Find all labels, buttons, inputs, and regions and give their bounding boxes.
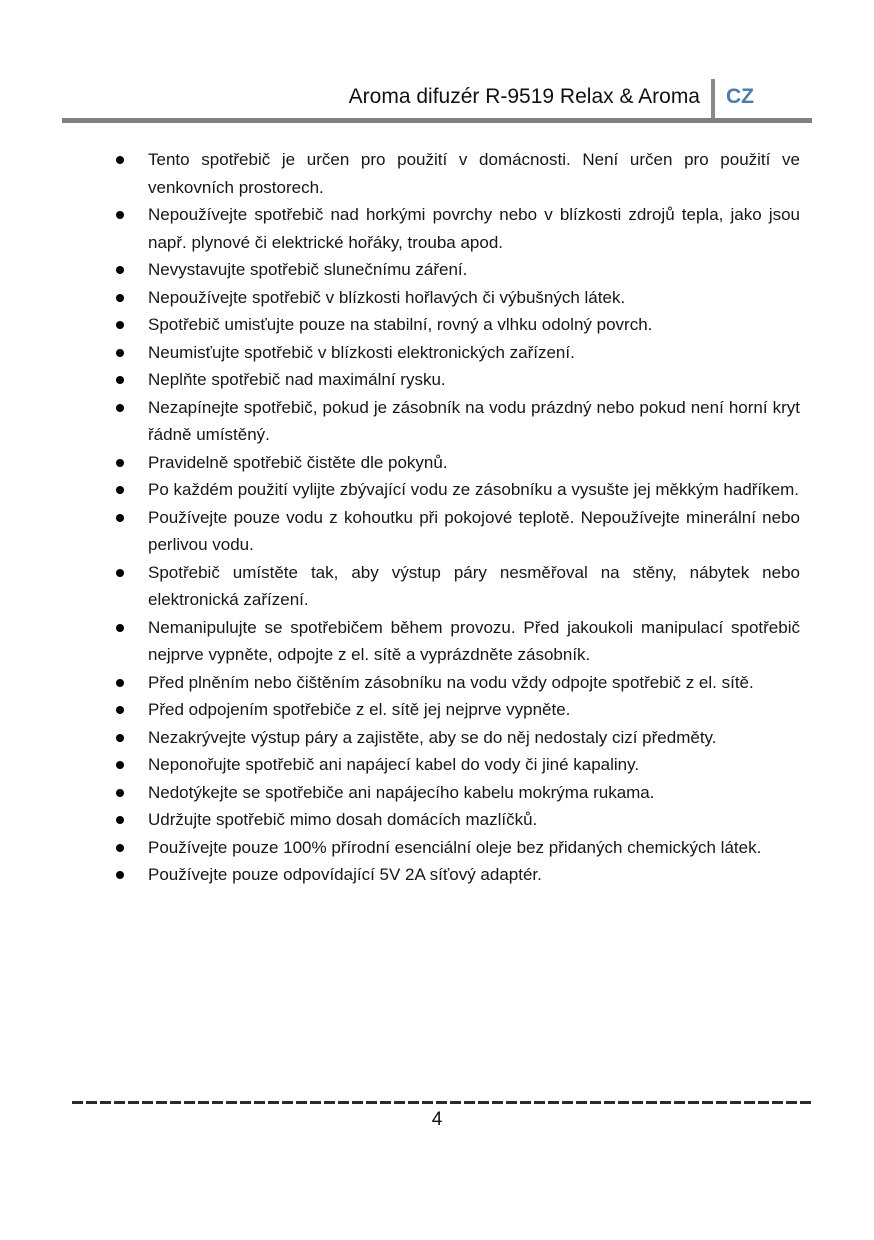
list-item <box>115 311 800 339</box>
bullet-icon <box>116 211 124 219</box>
bullet-icon <box>116 706 124 714</box>
bullet-text: Neponořujte spotřebič ani napájecí kabel do vody či jiné kapaliny. <box>148 755 640 774</box>
page-number: 4 <box>431 1109 443 1130</box>
bullet-icon <box>116 459 124 467</box>
bullet-icon <box>116 514 124 522</box>
language-badge: CZ <box>726 85 754 108</box>
list-item <box>115 614 800 669</box>
bullet-text: Nezapínejte spotřebič, pokud je zásobník na vodu prázdný nebo pokud není horní kryt řádně umístěný. <box>148 397 800 444</box>
list-item <box>115 366 800 394</box>
bullet-text: Pravidelně spotřebič čistěte dle pokynů. <box>148 452 448 472</box>
bullet-icon <box>116 569 124 577</box>
bullet-icon <box>116 871 124 879</box>
bullet-text: Nepoužívejte spotřebič v blízkosti hořlavých či výbušných látek. <box>148 287 626 307</box>
list-item <box>115 394 800 449</box>
bullet-text: Udržujte spotřebič mimo dosah domácích mazlíčků. <box>148 810 538 829</box>
page-content <box>0 146 874 889</box>
list-item <box>115 834 800 862</box>
list-item <box>115 146 800 201</box>
list-item <box>115 806 800 834</box>
bullet-text: Nemanipulujte se spotřebičem během provozu. Před jakoukoli manipulací spotřebič nejprve vypněte, odpojte z el. sítě a vyprázdněte zásobník. <box>148 617 800 664</box>
bullet-text: Před odpojením spotřebiče z el. sítě jej nejprve vypněte. <box>148 700 571 719</box>
page-footer <box>0 1101 874 1131</box>
bullet-text: Spotřebič umístěte tak, aby výstup páry nesměřoval na stěny, nábytek nebo elektronická zařízení. <box>148 562 800 609</box>
bullet-text: Nedotýkejte se spotřebiče ani napájecího kabelu mokrýma rukama. <box>148 782 655 802</box>
bullet-icon <box>116 734 124 742</box>
bullet-text: Spotřebič umisťujte pouze na stabilní, rovný a vlhku odolný povrch. <box>148 315 653 334</box>
list-item <box>115 504 800 559</box>
list-item <box>115 861 800 889</box>
bullet-icon <box>116 321 124 329</box>
list-item <box>115 559 800 614</box>
header-rule <box>62 118 812 123</box>
bullet-text: Používejte pouze vodu z kohoutku při pokojové teplotě. Nepoužívejte minerální nebo perlivou vodu. <box>148 507 800 554</box>
bullet-icon <box>116 679 124 687</box>
list-item <box>115 284 800 312</box>
header-divider <box>711 79 715 121</box>
bullet-text: Po každém použití vylijte zbývající vodu ze zásobníku a vysušte jej měkkým hadříkem. <box>148 480 799 499</box>
bullet-icon <box>116 266 124 274</box>
list-item <box>115 696 800 724</box>
bullet-text: Tento spotřebič je určen pro použití v domácnosti. Není určen pro použití ve venkovních prostorech. <box>148 150 800 197</box>
list-item <box>115 449 800 477</box>
bullet-text: Nepoužívejte spotřebič nad horkými povrchy nebo v blízkosti zdrojů tepla, jako jsou např. plynové či elektrické hořáky, trouba apod. <box>148 205 800 252</box>
bullet-text: Nezakrývejte výstup páry a zajistěte, aby se do něj nedostaly cizí předměty. <box>148 727 717 747</box>
bullet-icon <box>116 156 124 164</box>
list-item <box>115 476 800 504</box>
bullet-icon <box>116 761 124 769</box>
bullet-icon <box>116 376 124 384</box>
page-header <box>62 76 812 118</box>
list-item <box>115 339 800 367</box>
page-title: Aroma difuzér R-9519 Relax & Aroma <box>348 85 700 108</box>
list-item <box>115 256 800 284</box>
bullet-icon <box>116 404 124 412</box>
bullet-text: Neumisťujte spotřebič v blízkosti elektronických zařízení. <box>148 342 575 362</box>
bullet-icon <box>116 816 124 824</box>
bullet-icon <box>116 294 124 302</box>
list-item <box>115 201 800 256</box>
list-item <box>115 724 800 752</box>
bullet-icon <box>116 486 124 494</box>
bullet-icon <box>116 844 124 852</box>
bullet-text: Před plněním nebo čištěním zásobníku na vodu vždy odpojte spotřebič z el. sítě. <box>148 672 754 692</box>
bullet-text: Používejte pouze odpovídající 5V 2A síťový adaptér. <box>148 865 542 884</box>
bullet-text: Nevystavujte spotřebič slunečnímu záření. <box>148 260 468 279</box>
bullet-icon <box>116 624 124 632</box>
bullet-text: Neplňte spotřebič nad maximální rysku. <box>148 370 446 389</box>
bullet-text: Používejte pouze 100% přírodní esenciální oleje bez přidaných chemických látek. <box>148 837 762 857</box>
footer-rule <box>72 1101 814 1104</box>
bullet-icon <box>116 789 124 797</box>
list-item <box>115 751 800 779</box>
safety-list <box>0 146 874 889</box>
list-item <box>115 779 800 807</box>
bullet-icon <box>116 349 124 357</box>
list-item <box>115 669 800 697</box>
